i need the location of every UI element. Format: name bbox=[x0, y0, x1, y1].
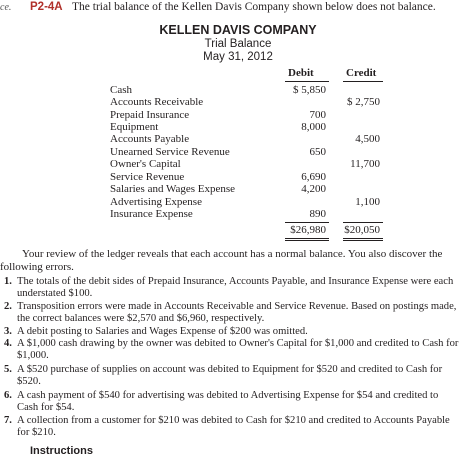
debit-amount: 700 bbox=[309, 109, 326, 121]
item-text: A debit posting to Salaries and Wages Expense of $200 was omitted. bbox=[17, 326, 308, 337]
instructions-heading: Instructions bbox=[30, 445, 93, 457]
account-name: Insurance Expense bbox=[110, 208, 193, 220]
credit-sum-rule bbox=[343, 222, 383, 223]
debit-amount: 650 bbox=[309, 146, 326, 158]
debit-header-underline bbox=[285, 81, 329, 82]
debit-amount: 8,000 bbox=[301, 121, 326, 133]
item-text: A $1,000 cash drawing by the owner was debited to Owner's Capital for $1,000 and credited to Cash for $1,000. bbox=[17, 338, 459, 361]
item-number: 6. bbox=[4, 390, 12, 401]
account-name: Service Revenue bbox=[110, 171, 185, 183]
account-name: Equipment bbox=[110, 121, 159, 133]
credit-amount: $ 2,750 bbox=[347, 96, 380, 108]
debit-amount: 890 bbox=[309, 208, 326, 220]
item-number: 3. bbox=[4, 326, 12, 337]
company-name: KELLEN DAVIS COMPANY bbox=[159, 23, 317, 37]
account-name: Prepaid Insurance bbox=[110, 109, 190, 121]
item-text: A collection from a customer for $210 was debited to Cash for $210 and credited to Accounts Payable for $210. bbox=[17, 415, 450, 438]
debit-double-rule-bottom bbox=[285, 240, 329, 241]
credit-amount: 11,700 bbox=[350, 158, 380, 170]
margin-note: ce. bbox=[0, 2, 12, 13]
debit-double-rule-top bbox=[285, 238, 329, 239]
debit-amount: 4,200 bbox=[301, 183, 326, 195]
item-text: A $520 purchase of supplies on account was debited to Equipment for $520 and credited to Cash for $520. bbox=[17, 364, 443, 387]
debit-total: $26,980 bbox=[290, 224, 326, 236]
credit-double-rule-top bbox=[343, 238, 383, 239]
account-name: Advertising Expense bbox=[110, 196, 202, 208]
account-name: Accounts Receivable bbox=[110, 96, 204, 108]
item-number: 7. bbox=[4, 415, 12, 426]
item-text: Transposition errors were made in Accounts Receivable and Service Revenue. Based on postings made, the correct balances were $2,570 and $6,960, respectively. bbox=[17, 301, 457, 324]
credit-total: $20,050 bbox=[344, 224, 380, 236]
debit-amount: 6,690 bbox=[301, 171, 326, 183]
statement-title: Trial Balance bbox=[204, 38, 272, 50]
item-number: 4. bbox=[4, 338, 12, 349]
credit-column-header: Credit bbox=[346, 67, 377, 79]
item-text: A cash payment of $540 for advertising was debited to Advertising Expense for $54 and credited to Cash for $54. bbox=[17, 390, 439, 413]
credit-amount: 1,100 bbox=[355, 196, 380, 208]
account-name: Accounts Payable bbox=[110, 133, 190, 145]
item-number: 2. bbox=[4, 301, 12, 312]
item-number: 1. bbox=[4, 276, 12, 287]
account-name: Salaries and Wages Expense bbox=[110, 183, 236, 195]
problem-statement: The trial balance of the Kellen Davis Company shown below does not balance. bbox=[72, 1, 436, 13]
debit-amount: $ 5,850 bbox=[293, 84, 326, 96]
review-paragraph: Your review of the ledger reveals that each account has a normal balance. You also discover the following errors. bbox=[0, 248, 443, 273]
debit-sum-rule bbox=[285, 222, 329, 223]
item-number: 5. bbox=[4, 364, 12, 375]
statement-date: May 31, 2012 bbox=[203, 51, 273, 63]
account-name: Cash bbox=[110, 84, 132, 96]
credit-amount: 4,500 bbox=[355, 133, 380, 145]
credit-double-rule-bottom bbox=[343, 240, 383, 241]
account-name: Owner's Capital bbox=[110, 158, 181, 170]
account-name: Unearned Service Revenue bbox=[110, 146, 230, 158]
problem-id: P2-4A bbox=[30, 1, 63, 13]
credit-header-underline bbox=[343, 81, 383, 82]
debit-column-header: Debit bbox=[288, 67, 314, 79]
item-text: The totals of the debit sides of Prepaid Insurance, Accounts Payable, and Insurance Expense were each understated $100. bbox=[17, 276, 454, 299]
